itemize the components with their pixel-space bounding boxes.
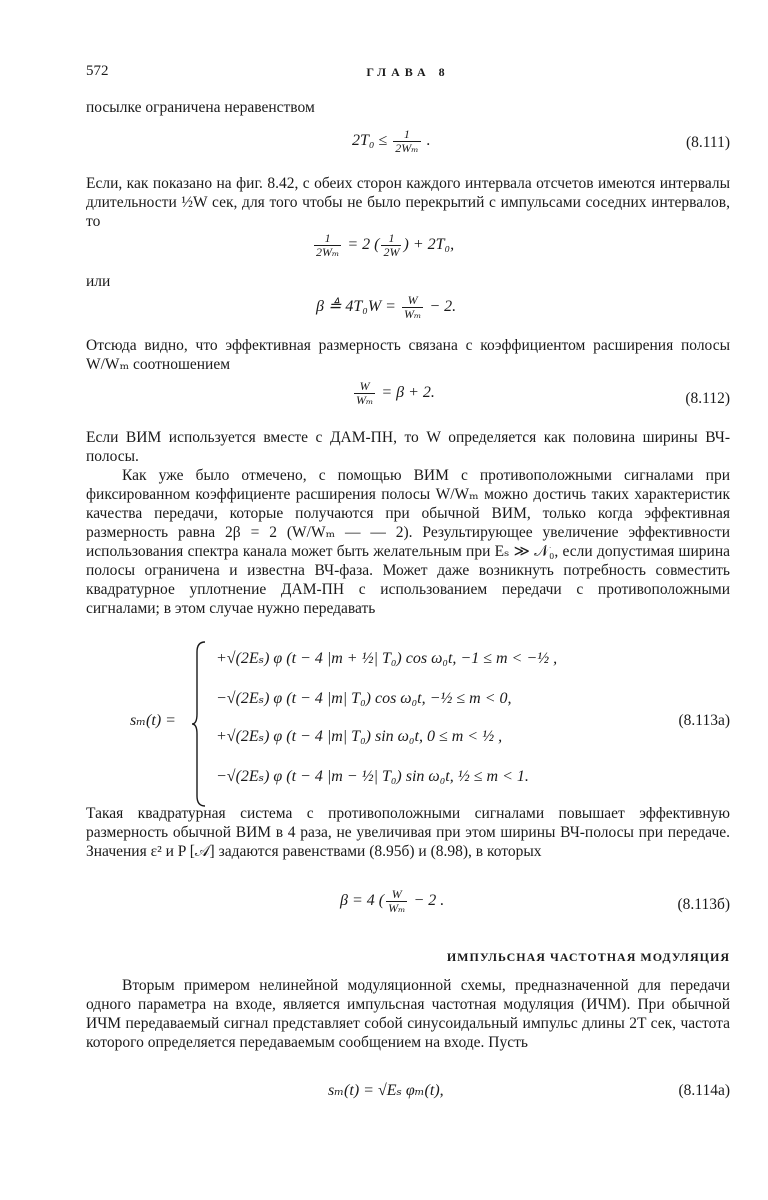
paragraph: Такая квадратурная система с противоположными сигналами повышает эффективную размерность обычной ВИМ в 4 раза, не увеличивая при этом ширины ВЧ-полосы при передаче. Значения ε² и P [𝒜] задаются равенствами (8.95б) и (8.98), в которых [86,805,730,860]
equation-8-112: $\frac{W}{\text{Wₘ}}$ = β + 2. [356,379,435,407]
case-line: −√(2Eₛ) φ (t − 4 |m| T₀) cos ω₀t, −½ ≤ m < 0, [216,690,512,707]
equation-number: (8.112) [685,390,730,407]
page-number: 572 [86,63,109,79]
paragraph: посылке ограничена неравенством [86,99,315,116]
case-line: +√(2Eₛ) φ (t − 4 |m + ½| T₀) cos ω₀t, −1 ≤ m < −½ , [216,650,558,667]
equation-number: (8.114а) [678,1082,730,1099]
equation-number: (8.113б) [677,896,730,913]
chapter-title: ГЛАВА 8 [366,65,450,79]
equation-lhs: sₘ(t) = [130,712,176,729]
equation-beta: β ≜ 4T₀W = $\frac{W}{\text{Wₘ}}$ − 2. [316,293,457,321]
equation-8-114a: sₘ(t) = √Eₛ φₘ(t), [328,1082,444,1099]
section-heading: ИМПУЛЬСНАЯ ЧАСТОТНАЯ МОДУЛЯЦИЯ [446,950,730,964]
paragraph: Отсюда видно, что эффективная размерность связана с коэффициентом расширения полосы W/Wₘ соотношением [86,337,730,373]
left-brace [192,640,206,808]
paragraph: или [86,273,111,290]
equation-8-113b: β = 4 ( $\frac{W}{\text{Wₘ}}$ − 2 . [340,887,445,915]
paragraph: Если ВИМ используется вместе с ДАМ-ПН, то W определяется как половина ширины ВЧ-полосы. [86,429,730,465]
paragraph: Как уже было отмечено, с помощью ВИМ с противоположными сигналами при фиксированном коэффициенте расширения полосы W/Wₘ можно достичь таких характеристик качества передачи, которые получаются при обычной ВИМ, только когда эффективная размерность равна 2β = 2 (W/Wₘ — — 2). Результирующее увеличение эффективности использования спектра канала может быть желательным при Eₛ ≫ 𝒩₀, если допустимая ширина полосы ограничена и известна ВЧ-фаза. Может даже возникнуть потребность совместить квадратурное уплотнение ДАМ-ПН с использованием передачи с противоположными сигналами; в этом случае нужно передавать [86,467,730,617]
page-header [86,63,730,83]
paragraph: Вторым примером нелинейной модуляционной схемы, предназначенной для передачи одного параметра на входе, является импульсная частотная модуляция (ИЧМ). При обычной ИЧМ передаваемый сигнал представляет собой синусоидальный импульс длины 2T сек, частота которого определяется передаваемым сообщением на входе. Пусть [86,977,730,1051]
equation-number: (8.113а) [678,712,730,729]
equation-interval: $\frac{1}{\text{2Wₘ}}$ = 2 ( $\frac{1}{2W}$ ) + 2T₀, [316,231,455,259]
equation-8-111: 2T₀ ≤ $\frac{1}{\text{2Wₘ}}$ . [352,127,431,155]
equation-number: (8.111) [685,134,730,151]
case-line: −√(2Eₛ) φ (t − 4 |m − ½| T₀) sin ω₀t, ½ ≤ m < 1. [216,768,529,785]
case-line: +√(2Eₛ) φ (t − 4 |m| T₀) sin ω₀t, 0 ≤ m < ½ , [216,728,503,745]
paragraph: Если, как показано на фиг. 8.42, с обеих сторон каждого интервала отсчетов имеются интервалы длительности ½W сек, для того чтобы не было перекрытий с импульсами соседних интервалов, то [86,175,730,230]
